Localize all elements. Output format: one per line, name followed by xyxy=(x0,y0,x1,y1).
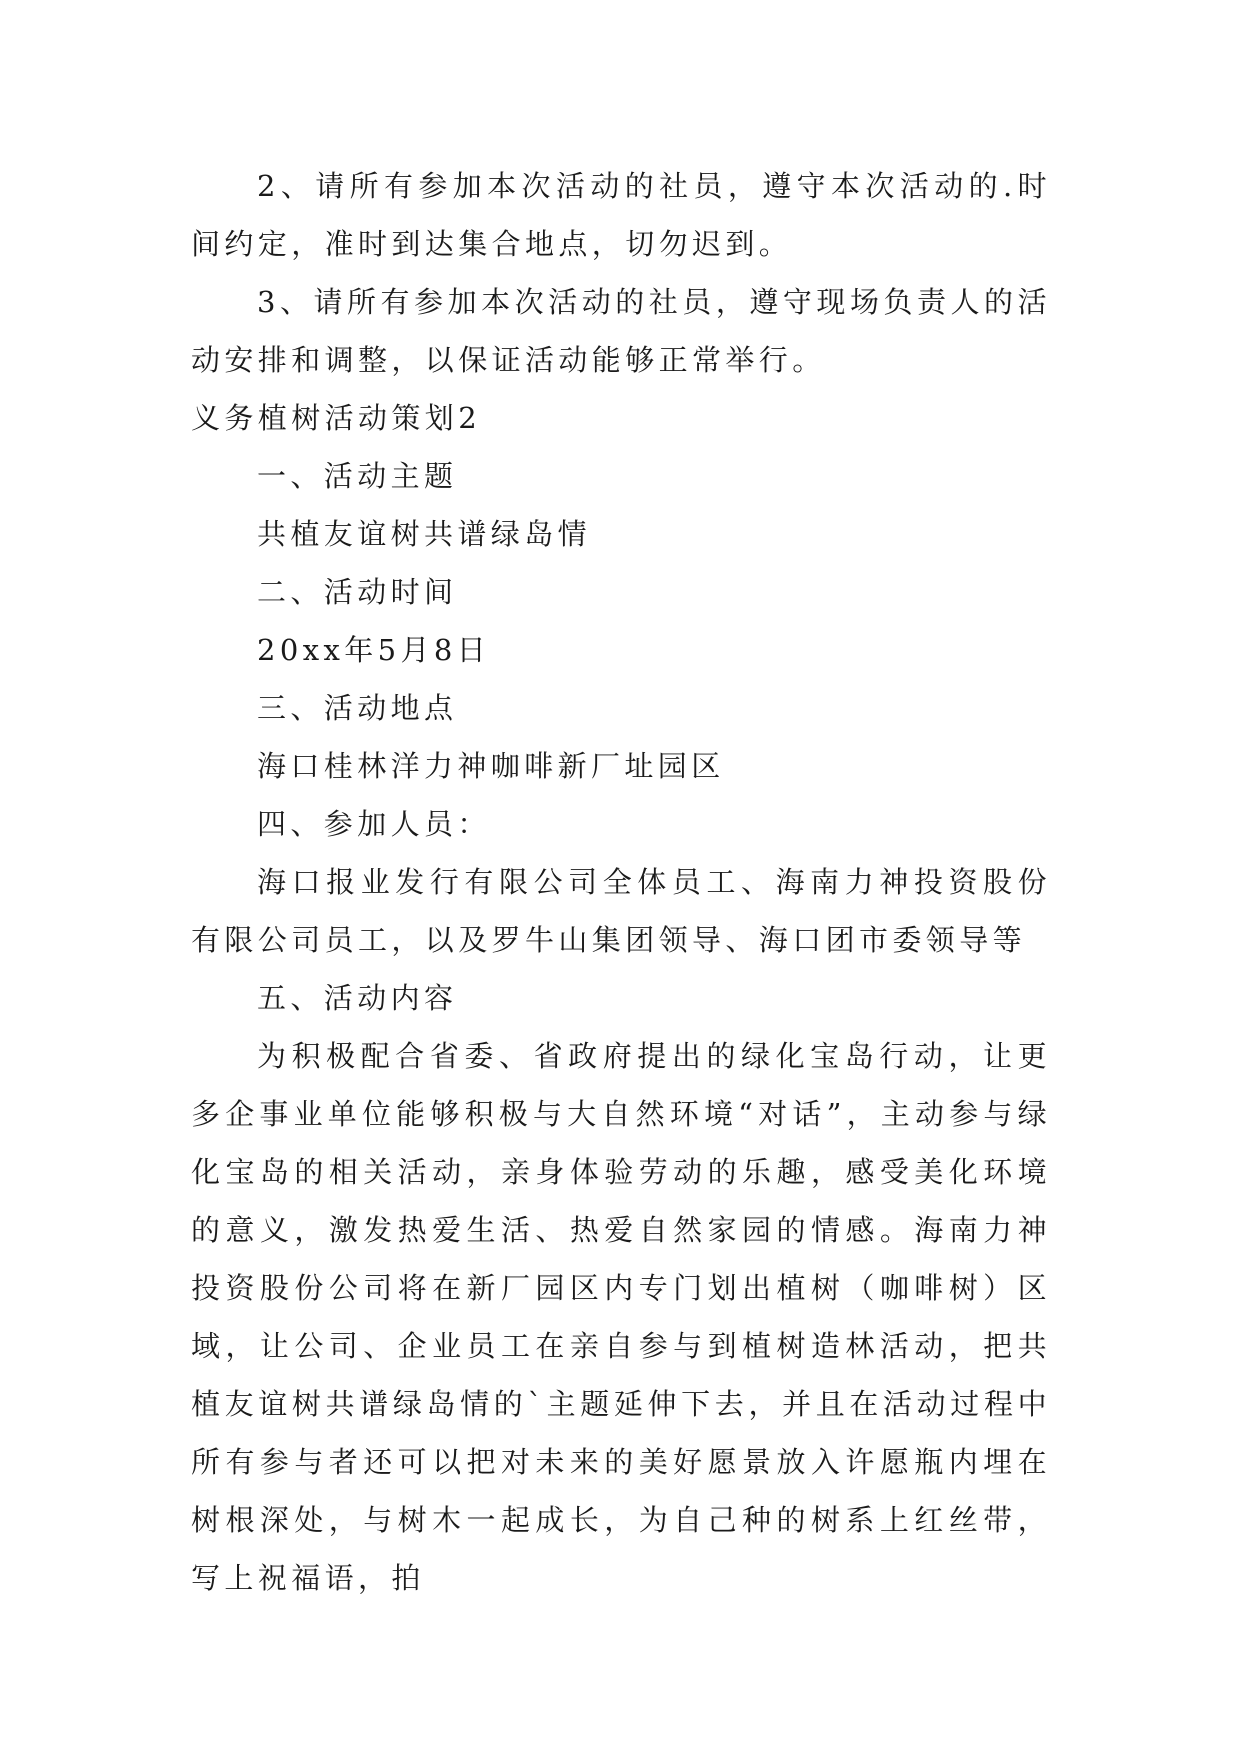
section-title: 义务植树活动策划2 xyxy=(191,401,482,435)
heading-activity-time: 二、活动时间 xyxy=(257,575,458,609)
document-body xyxy=(191,157,1051,1607)
activity-location-text: 海口桂林洋力神咖啡新厂址园区 xyxy=(257,749,725,783)
activity-theme-text: 共植友谊树共谱绿岛情 xyxy=(257,517,592,551)
heading-participants: 四、参加人员： xyxy=(257,807,491,841)
paragraph-rule-2: 2、请所有参加本次活动的社员，遵守本次活动的.时间约定，准时到达集合地点，切勿迟到。 xyxy=(191,169,1051,261)
heading-activity-content: 五、活动内容 xyxy=(257,981,458,1015)
activity-content-text: 为积极配合省委、省政府提出的绿化宝岛行动，让更多企事业单位能够积极与大自然环境“对话”，主动参与绿化宝岛的相关活动，亲身体验劳动的乐趣，感受美化环境的意义，激发热爱生活、热爱自然家园的情感。海南力神投资股份公司将在新厂园区内专门划出植树（咖啡树）区域，让公司、企业员工在亲自参与到植树造林活动，把共植友谊树共谱绿岛情的`主题延伸下去，并且在活动过程中所有参与者还可以把对未来的美好愿景放入许愿瓶内埋在树根深处，与树木一起成长，为自己种的树系上红丝带，写上祝福语，拍 xyxy=(191,1039,1051,1595)
heading-activity-theme: 一、活动主题 xyxy=(257,459,458,493)
participants-text: 海口报业发行有限公司全体员工、海南力神投资股份有限公司员工，以及罗牛山集团领导、海口团市委领导等 xyxy=(191,865,1051,957)
activity-time-text: 20xx年5月8日 xyxy=(257,633,491,667)
heading-activity-location: 三、活动地点 xyxy=(257,691,458,725)
paragraph-rule-3: 3、请所有参加本次活动的社员，遵守现场负责人的活动安排和调整，以保证活动能够正常举行。 xyxy=(191,285,1051,377)
